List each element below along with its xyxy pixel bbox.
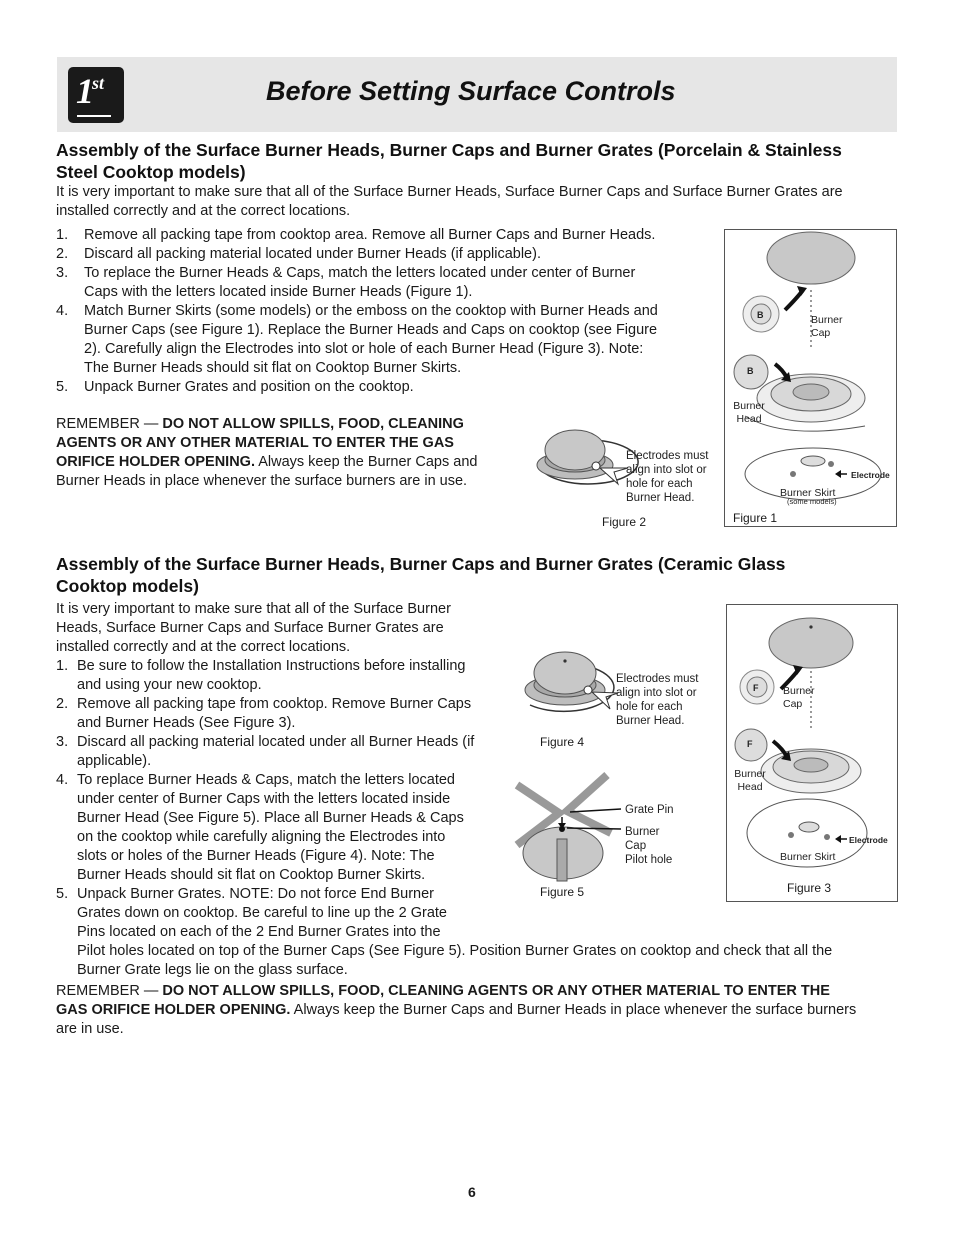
step-text: Pins located on each of the 2 End Burner Grates into the [77,924,441,940]
step-text: Unpack Burner Grates. NOTE: Do not force End Burner [77,886,435,902]
label-line: Head [737,781,763,793]
step-text: Unpack Burner Grates and position on the cooktop. [84,379,414,395]
step-text: To replace Burner Heads & Caps, match the letters located [77,772,455,788]
figure1-label-burner-head [730,400,768,426]
figure3-caption: Figure 3 [787,881,832,895]
step-number: 2. [56,246,69,262]
figure3-box [726,604,898,902]
intro-line: Heads, Surface Burner Caps and Surface Burner Grates are [56,620,444,636]
step-text: Be sure to follow the Installation Instructions before installing [77,658,466,674]
figure1-box [724,229,897,527]
figure5-caption: Figure 5 [540,885,585,899]
remember-warning: DO NOT ALLOW SPILLS, FOOD, CLEANING [162,416,464,432]
figure5-label-cap-pilot [625,825,672,867]
list-item [56,264,716,302]
page-number: 6 [468,1184,476,1200]
figure1-label-electrode: Electrode [851,470,890,480]
label-line: Burner [733,400,765,412]
label-line: Burner [625,826,660,838]
list-item [56,226,716,245]
remember-warning: AGENTS OR ANY OTHER MATERIAL TO ENTER THE GAS [56,435,454,451]
step-text: Remove all packing tape from cooktop area. Remove all Burner Caps and Burner Heads. [84,227,656,243]
figure5-illustration [515,773,625,883]
section1-heading [56,139,842,183]
note-line: Burner Head. [616,715,685,727]
section2-heading-line1: Assembly of the Surface Burner Heads, Burner Caps and Burner Grates (Ceramic Glass [56,554,786,574]
step-text: slots or holes of the Burner Heads (Figure 4). Note: The [77,848,435,864]
remember-warning: GAS ORIFICE HOLDER OPENING. [56,1002,291,1018]
figure1-head-letter: B [747,366,754,376]
step-text: Discard all packing material located under all Burner Heads (if [77,734,475,750]
remember-prefix: REMEMBER — [56,416,163,432]
step-text: Burner Head (See Figure 5). Place all Burner Heads & Caps [77,810,464,826]
step-number: 2. [56,696,69,712]
step-number: 1. [56,227,69,243]
step-text: and Burner Heads (See Figure 3). [77,715,296,731]
step-text: Burner Caps (see Figure 1). Replace the Burner Heads and Caps on cooktop (see Figure [84,322,658,338]
label-line: Burner [734,768,766,780]
step-text: Pilot holes located on top of the Burner Caps (See Figure 5). Position Burner Grates on cooktop and check that all the [77,943,833,959]
remember-warning: ORIFICE HOLDER OPENING. [56,454,255,470]
step-text: Discard all packing material located under Burner Heads (if applicable). [84,246,541,262]
note-line: hole for each [616,701,683,713]
figure3-label-skirt: Burner Skirt [780,851,836,863]
label-line: Cap [811,327,831,339]
section1-heading-line2: Steel Cooktop models) [56,162,246,182]
figure3-label-electrode: Electrode [849,835,888,845]
label-line: Cap [625,840,647,852]
figure1-caption: Figure 1 [733,511,778,525]
step-number: 3. [56,265,69,281]
step-text: Grates down on cooktop. Be careful to line up the 2 Grate [77,905,447,921]
figure3-cap-letter: F [753,683,759,693]
note-line: Burner Head. [626,492,695,504]
figure4-note [616,672,698,728]
intro-line: installed correctly and at the correct locations. [56,639,351,655]
badge-underline [77,115,111,117]
step-text: Burner Heads should sit flat on Cooktop Burner Skirts. [77,867,426,883]
remember-text: Burner Heads in place whenever the surface burners are in use. [56,473,468,489]
section1-intro-line2: installed correctly and at the correct locations. [56,203,351,219]
first-step-badge [68,67,124,123]
section2-heading-line2: Cooktop models) [56,576,199,596]
section1-intro-line1: It is very important to make sure that all of the Surface Burner Heads, Surface Burner Caps and Surface Burner Grates are [56,184,843,200]
list-item [56,302,716,378]
label-line: Burner [811,314,843,326]
figure3-head-letter: F [747,739,753,749]
step-text: To replace the Burner Heads & Caps, match the letters located under center of Burner [84,265,636,281]
step-number: 3. [56,734,69,750]
section1-steps [56,226,716,397]
note-line: Electrodes must [616,673,699,685]
note-line: hole for each [626,478,693,490]
badge-suffix: st [92,73,105,93]
section1-intro [56,183,906,221]
figure1-label-skirt: Burner Skirt [780,487,836,499]
step-number: 4. [56,772,69,788]
page-title: Before Setting Surface Controls [266,76,676,106]
figure3-label-burner-cap [783,685,815,711]
step-text: Match Burner Skirts (some models) or the emboss on the cooktop with Burner Heads and [84,303,658,319]
note-line: Electrodes must [626,450,709,462]
label-line: Pilot hole [625,854,673,866]
figure2-illustration [520,410,630,520]
label-line: Head [736,413,762,425]
figure2-note [626,449,708,505]
intro-line: It is very important to make sure that all of the Surface Burner [56,601,451,617]
step-text: 2). Carefully align the Electrodes into slot or hole of each Burner Head (Figure 3). Note: [84,341,644,357]
step-text: under center of Burner Caps with the letters located inside [77,791,451,807]
section1-remember [56,415,516,491]
step-number: 5. [56,379,69,395]
step-text: Burner Grate legs lie on the glass surface. [77,962,348,978]
figure5-label-grate-pin: Grate Pin [625,804,674,816]
list-item [56,245,716,264]
remember-text: Always keep the Burner Caps and [255,454,478,470]
remember-warning: DO NOT ALLOW SPILLS, FOOD, CLEANING AGENTS OR ANY OTHER MATERIAL TO ENTER THE [162,983,830,999]
step-number: 1. [56,658,69,674]
step-text: Caps with the letters located inside Burner Heads (Figure 1). [84,284,473,300]
step-text: on the cooktop while carefully aligning the Electrodes into [77,829,446,845]
note-line: align into slot or [616,687,697,699]
figure2-caption: Figure 2 [602,515,647,529]
label-line: Cap [783,698,803,710]
figure3-label-burner-head [731,768,769,794]
label-line: Burner [783,685,815,697]
step-text: The Burner Heads should sit flat on Cooktop Burner Skirts. [84,360,462,376]
remember-text: Always keep the Burner Caps and Burner Heads in place whenever the surface burners [290,1002,857,1018]
step-number: 4. [56,303,69,319]
remember-prefix: REMEMBER — [56,983,163,999]
list-item [56,378,716,397]
figure1-cap-letter: B [757,310,764,320]
step-text: applicable). [77,753,152,769]
section2-remember [56,982,906,1039]
note-line: align into slot or [626,464,707,476]
step-text: Remove all packing tape from cooktop. Remove Burner Caps [77,696,472,712]
step-number: 5. [56,886,69,902]
section2-heading [56,553,785,597]
section1-heading-line1: Assembly of the Surface Burner Heads, Burner Caps and Burner Grates (Porcelain & Stainless [56,140,842,160]
figure4-illustration [510,635,620,745]
figure1-label-skirt-note: (some models) [787,497,837,506]
section2-intro [56,600,506,657]
figure4-caption: Figure 4 [540,735,585,749]
remember-text: are in use. [56,1021,124,1037]
badge-number: 1 [76,71,94,111]
step-text: and using your new cooktop. [77,677,262,693]
figure1-label-burner-cap [811,314,843,340]
